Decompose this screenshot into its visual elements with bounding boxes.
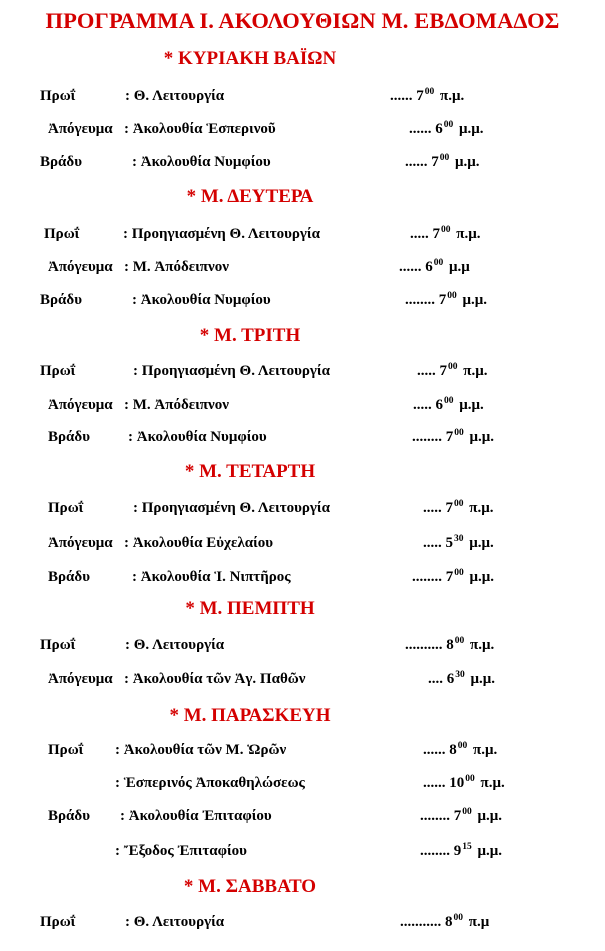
service-name: : Ἑσπερινός Ἀποκαθηλώσεως	[115, 775, 305, 791]
time-of-day-label: Βράδυ	[40, 292, 82, 308]
time-minutes: 00	[462, 807, 472, 817]
time-hour: 7	[431, 154, 439, 170]
service-row	[0, 259, 605, 281]
time-hour: 8	[449, 742, 457, 758]
service-row	[0, 154, 605, 176]
time-minutes: 00	[444, 396, 454, 406]
service-time	[423, 535, 494, 552]
time-minutes: 00	[454, 636, 465, 646]
day-heading: * Μ. ΤΡΙΤΗ	[199, 325, 301, 346]
time-hour: 9	[453, 843, 462, 859]
time-suffix: π.μ	[465, 914, 490, 930]
service-time	[428, 671, 495, 688]
time-hour: 5	[445, 535, 453, 551]
service-name: : Ἀκολουθία Εὐχελαίου	[124, 535, 274, 551]
leader-dots: ......	[399, 259, 426, 275]
service-row	[0, 500, 605, 522]
leader-dots: .....	[410, 226, 433, 242]
service-row	[0, 88, 605, 110]
service-time	[420, 808, 502, 825]
service-name: : Θ. Λειτουργία	[125, 637, 225, 653]
service-name: : Ἀκολουθία Ἱ. Νιπτῆρος	[132, 569, 291, 585]
service-row	[0, 292, 605, 314]
time-minutes: 00	[457, 741, 468, 751]
time-hour: 6	[435, 397, 443, 413]
service-time	[409, 121, 484, 138]
time-suffix: μ.μ.	[465, 429, 495, 445]
time-minutes: 00	[454, 428, 464, 438]
service-time	[405, 292, 487, 309]
time-hour: 7	[445, 569, 454, 585]
time-minutes: 00	[433, 258, 444, 268]
service-name: : Ἀκολουθία Ἑσπερινοῦ	[124, 121, 276, 137]
time-of-day-label: Ἀπόγευμα	[48, 121, 113, 137]
service-time	[420, 843, 502, 860]
time-suffix: μ.μ.	[465, 535, 494, 551]
time-suffix: π.μ.	[465, 500, 494, 516]
service-time	[412, 429, 494, 446]
time-hour: 7	[445, 429, 454, 445]
time-minutes: 00	[465, 774, 475, 784]
leader-dots: ........	[412, 569, 446, 585]
time-minutes: 00	[439, 153, 450, 163]
service-time	[405, 637, 494, 654]
time-suffix: μ.μ.	[466, 671, 496, 687]
service-name: : Προηγιασμένη Θ. Λειτουργία	[123, 226, 320, 242]
service-row	[0, 671, 605, 693]
time-suffix: π.μ.	[436, 88, 465, 104]
time-suffix: π.μ.	[452, 226, 481, 242]
time-of-day-label: Πρωΐ	[48, 500, 84, 516]
service-row	[0, 637, 605, 659]
service-row	[0, 843, 605, 865]
service-time	[423, 500, 493, 517]
leader-dots: .....	[423, 500, 446, 516]
time-hour: 7	[416, 88, 424, 104]
time-of-day-label: Πρωΐ	[48, 742, 84, 758]
time-suffix: μ.μ.	[455, 397, 484, 413]
time-suffix: μ.μ	[445, 259, 470, 275]
service-time	[417, 363, 487, 380]
leader-dots: ......	[405, 154, 432, 170]
time-suffix: π.μ.	[469, 742, 498, 758]
service-name: : Προηγιασμένη Θ. Λειτουργία	[133, 500, 330, 516]
time-minutes: 30	[455, 670, 465, 680]
time-minutes: 00	[454, 499, 464, 509]
time-of-day-label: Ἀπόγευμα	[48, 535, 113, 551]
time-of-day-label: Ἀπόγευμα	[48, 259, 113, 275]
service-time	[399, 259, 470, 276]
time-hour: 8	[445, 914, 453, 930]
time-minutes: 00	[441, 225, 451, 235]
time-hour: 7	[439, 363, 447, 379]
time-of-day-label: Βράδυ	[48, 569, 90, 585]
time-hour: 6	[446, 671, 455, 687]
time-of-day-label: Πρωΐ	[40, 914, 76, 930]
time-hour: 10	[449, 775, 465, 791]
leader-dots: ......	[423, 742, 450, 758]
leader-dots: ........	[420, 808, 454, 824]
time-minutes: 00	[448, 362, 458, 372]
time-suffix: π.μ.	[476, 775, 505, 791]
service-row	[0, 363, 605, 385]
time-minutes: 00	[447, 291, 457, 301]
time-of-day-label: Πρωΐ	[40, 363, 76, 379]
service-time	[423, 742, 497, 759]
day-heading: * Μ. ΣΑΒΒΑΤΟ	[183, 876, 317, 897]
time-minutes: 00	[453, 913, 463, 923]
day-heading: * Μ. ΤΕΤΑΡΤΗ	[184, 461, 316, 482]
page-title: ΠΡΟΓΡΑΜΜΑ Ι. ΑΚΟΛΟΥΘΙΩΝ Μ. ΕΒΔΟΜΑΔΟΣ	[45, 8, 560, 33]
leader-dots: ......	[409, 121, 436, 137]
leader-dots: ........	[412, 429, 446, 445]
service-name: : Θ. Λειτουργία	[125, 88, 225, 104]
service-name: : Ἀκολουθία τῶν Μ. Ὡρῶν	[115, 742, 287, 758]
service-time	[423, 775, 505, 792]
time-hour: 7	[453, 808, 462, 824]
time-of-day-label: Ἀπόγευμα	[48, 671, 113, 687]
leader-dots: ......	[423, 775, 450, 791]
service-row	[0, 429, 605, 451]
time-suffix: π.μ.	[466, 637, 495, 653]
leader-dots: ........	[420, 843, 454, 859]
service-row	[0, 914, 605, 936]
time-minutes: 30	[454, 534, 464, 544]
time-minutes: 00	[443, 120, 454, 130]
day-heading: * Μ. ΠΕΜΠΤΗ	[185, 598, 315, 619]
time-suffix: μ.μ.	[451, 154, 480, 170]
time-hour: 6	[435, 121, 443, 137]
time-of-day-label: Βράδυ	[40, 154, 82, 170]
time-hour: 7	[445, 500, 453, 516]
service-name: : Ἀκολουθία Νυμφίου	[128, 429, 267, 445]
service-time	[390, 88, 464, 105]
day-heading: * Μ. ΠΑΡΑΣΚΕΥΗ	[169, 705, 331, 726]
time-hour: 8	[446, 637, 454, 653]
time-minutes: 00	[454, 568, 464, 578]
service-row	[0, 742, 605, 764]
time-suffix: μ.μ.	[455, 121, 484, 137]
time-of-day-label: Πρωΐ	[40, 88, 76, 104]
service-name: : Ἔξοδος Ἐπιταφίου	[115, 843, 247, 859]
time-of-day-label: Ἀπόγευμα	[48, 397, 113, 413]
service-time	[405, 154, 480, 171]
service-time	[410, 226, 480, 243]
service-name: : Μ. Ἀπόδειπνον	[124, 397, 229, 413]
time-suffix: μ.μ.	[473, 843, 503, 859]
service-time	[400, 914, 489, 931]
service-row	[0, 121, 605, 143]
time-hour: 7	[432, 226, 440, 242]
time-hour: 7	[438, 292, 447, 308]
time-suffix: μ.μ.	[465, 569, 495, 585]
service-name: : Ἀκολουθία Νυμφίου	[132, 292, 271, 308]
leader-dots: ..........	[405, 637, 447, 653]
service-row	[0, 535, 605, 557]
service-name: : Μ. Ἀπόδειπνον	[124, 259, 229, 275]
leader-dots: .....	[413, 397, 436, 413]
time-suffix: π.μ.	[459, 363, 488, 379]
service-row	[0, 775, 605, 797]
service-name: : Ἀκολουθία τῶν Ἁγ. Παθῶν	[124, 671, 306, 687]
service-name: : Ἀκολουθία Νυμφίου	[132, 154, 271, 170]
time-hour: 6	[425, 259, 433, 275]
leader-dots: .....	[423, 535, 446, 551]
service-row	[0, 808, 605, 830]
time-minutes: 00	[424, 87, 435, 97]
time-minutes: 15	[462, 842, 472, 852]
time-suffix: μ.μ.	[473, 808, 503, 824]
service-row	[0, 397, 605, 419]
service-row	[0, 226, 605, 248]
time-suffix: μ.μ.	[458, 292, 488, 308]
leader-dots: ........	[405, 292, 439, 308]
time-of-day-label: Βράδυ	[48, 808, 90, 824]
service-row	[0, 569, 605, 591]
day-heading: * ΚΥΡΙΑΚΗ ΒΑΪΩΝ	[163, 48, 337, 69]
day-heading: * Μ. ΔΕΥΤΕΡΑ	[186, 186, 314, 207]
time-of-day-label: Πρωΐ	[40, 637, 76, 653]
leader-dots: ...........	[400, 914, 445, 930]
time-of-day-label: Πρωΐ	[44, 226, 80, 242]
service-name: : Ἀκολουθία Ἐπιταφίου	[120, 808, 272, 824]
service-name: : Θ. Λειτουργία	[125, 914, 225, 930]
service-time	[412, 569, 494, 586]
time-of-day-label: Βράδυ	[48, 429, 90, 445]
service-name: : Προηγιασμένη Θ. Λειτουργία	[133, 363, 330, 379]
leader-dots: .....	[417, 363, 440, 379]
leader-dots: ......	[390, 88, 417, 104]
leader-dots: ....	[428, 671, 447, 687]
service-time	[413, 397, 484, 414]
